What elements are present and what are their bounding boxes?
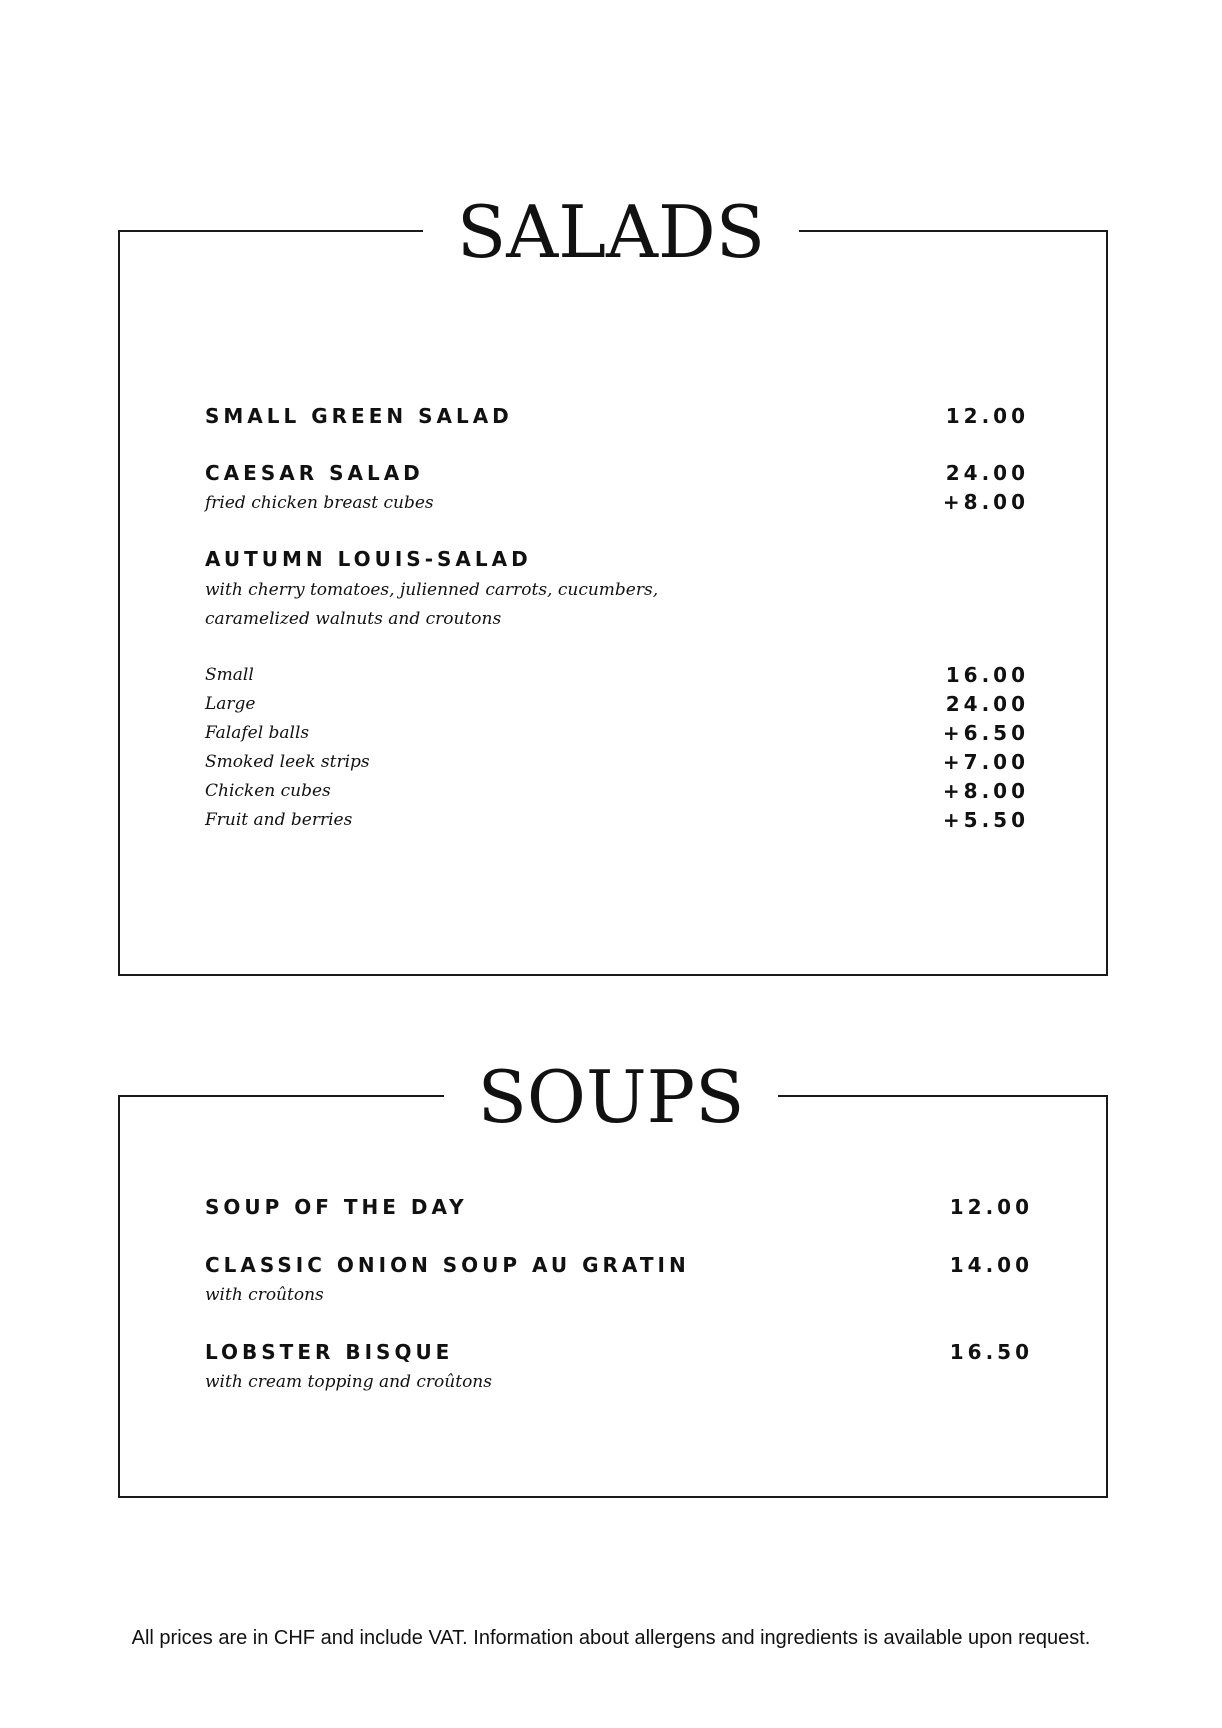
menu-item-description: with cherry tomatoes, julienned carrots, cucumbers, — [205, 580, 659, 600]
option-label: Falafel balls — [205, 723, 310, 743]
option-label: Smoked leek strips — [205, 752, 370, 772]
menu-item-price: 12.00 — [949, 1195, 1033, 1219]
menu-item-description: fried chicken breast cubes — [205, 493, 434, 513]
menu-item-name: CAESAR SALAD — [205, 461, 424, 485]
menu-item-extra-price: +8.00 — [942, 490, 1029, 514]
menu-item-name: SMALL GREEN SALAD — [205, 404, 513, 428]
soups-title-wrap — [0, 1055, 1222, 1139]
salads-title: SALADS — [423, 196, 799, 268]
option-price: +5.50 — [942, 808, 1029, 832]
menu-item-name: CLASSIC ONION SOUP AU GRATIN — [205, 1253, 690, 1277]
menu-item-name: LOBSTER BISQUE — [205, 1340, 454, 1364]
price-footnote: All prices are in CHF and include VAT. Information about allergens and ingredients is available upon request. — [131, 1627, 1091, 1649]
menu-item-name: SOUP OF THE DAY — [205, 1195, 468, 1219]
option-price: +6.50 — [942, 721, 1029, 745]
option-price: +7.00 — [942, 750, 1029, 774]
menu-item-price: 16.50 — [949, 1340, 1033, 1364]
soups-title: SOUPS — [444, 1061, 779, 1133]
menu-item-price: 12.00 — [945, 404, 1029, 428]
menu-item-description: with croûtons — [205, 1285, 324, 1305]
option-price: 16.00 — [945, 663, 1029, 687]
menu-item-name: AUTUMN LOUIS-SALAD — [205, 547, 532, 571]
menu-item-price: 14.00 — [949, 1253, 1033, 1277]
option-label: Chicken cubes — [205, 781, 331, 801]
option-price: 24.00 — [945, 692, 1029, 716]
menu-item-description: with cream topping and croûtons — [205, 1372, 492, 1392]
salads-title-wrap — [0, 190, 1222, 274]
menu-item-description: caramelized walnuts and croutons — [205, 609, 502, 629]
option-label: Fruit and berries — [205, 810, 353, 830]
option-label: Large — [205, 694, 256, 714]
option-price: +8.00 — [942, 779, 1029, 803]
menu-item-price: 24.00 — [945, 461, 1029, 485]
salads-section — [118, 230, 1108, 976]
option-label: Small — [205, 665, 254, 685]
